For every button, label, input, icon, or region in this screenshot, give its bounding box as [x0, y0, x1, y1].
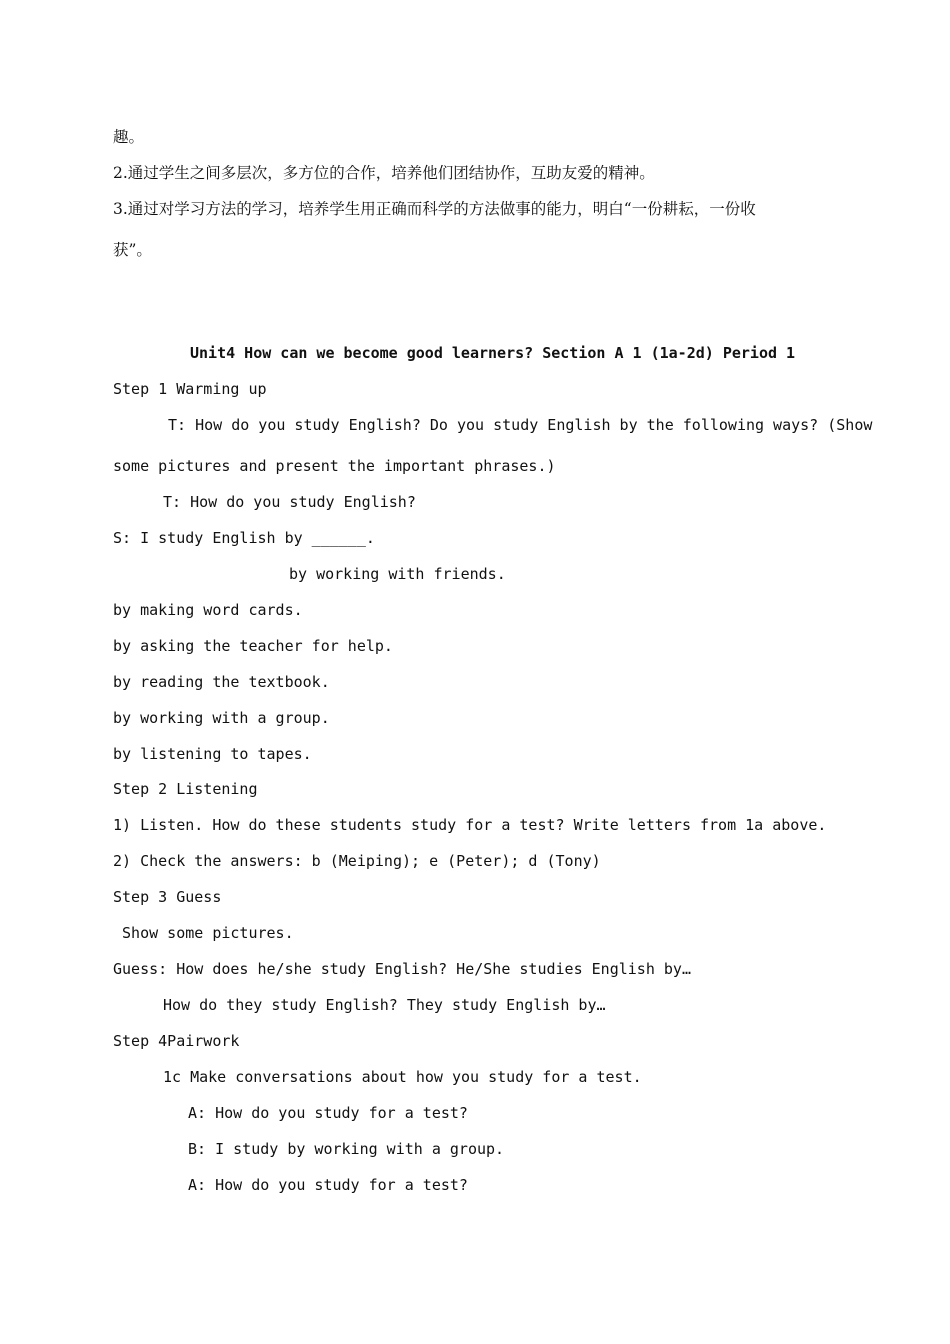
goal-line-2: 2.通过学生之间多层次，多方位的合作，培养他们团结协作，互助友爱的精神。 — [113, 164, 655, 182]
step4-intro: 1c Make conversations about how you study for a test. — [163, 1068, 642, 1086]
step2-item-2: 2) Check the answers: b (Meiping); e (Peter); d (Tony) — [113, 852, 601, 870]
phrase-item: by reading the textbook. — [113, 673, 330, 691]
dialog-line: A: How do you study for a test? — [188, 1104, 468, 1122]
goal-line-continuation: 趣。 — [113, 128, 145, 146]
phrase-item: by making word cards. — [113, 601, 303, 619]
step3-heading: Step 3 Guess — [113, 888, 222, 906]
step1-teacher-line-a: T: How do you study English? Do you study English by the following ways? (Show — [168, 416, 873, 434]
goal-line-3b: 获”。 — [113, 241, 152, 259]
step3-guess-2: How do they study English? They study English by… — [163, 996, 606, 1014]
dialog-line: A: How do you study for a test? — [188, 1176, 468, 1194]
step1-teacher-question: T: How do you study English? — [163, 493, 416, 511]
step3-guess-1: Guess: How does he/she study English? He/She studies English by… — [113, 960, 691, 978]
step3-show: Show some pictures. — [113, 924, 294, 942]
page-title: Unit4 How can we become good learners? Section A 1 (1a-2d) Period 1 — [190, 344, 796, 362]
phrase-item: by asking the teacher for help. — [113, 637, 393, 655]
step2-heading: Step 2 Listening — [113, 780, 258, 798]
step1-student-answer: S: I study English by ______. — [113, 529, 375, 547]
step1-teacher-line-b: some pictures and present the important phrases.) — [113, 457, 556, 475]
step1-heading: Step 1 Warming up — [113, 380, 267, 398]
phrase-item: by listening to tapes. — [113, 745, 312, 763]
step4-heading: Step 4Pairwork — [113, 1032, 240, 1050]
phrase-item: by working with a group. — [113, 709, 330, 727]
step2-item-1: 1) Listen. How do these students study for a test? Write letters from 1a above. — [113, 816, 827, 834]
dialog-line: B: I study by working with a group. — [188, 1140, 505, 1158]
goal-line-3a: 3.通过对学习方法的学习，培养学生用正确而科学的方法做事的能力，明白“一份耕耘，一份收 — [113, 200, 756, 218]
phrase-item: by working with friends. — [289, 565, 506, 583]
